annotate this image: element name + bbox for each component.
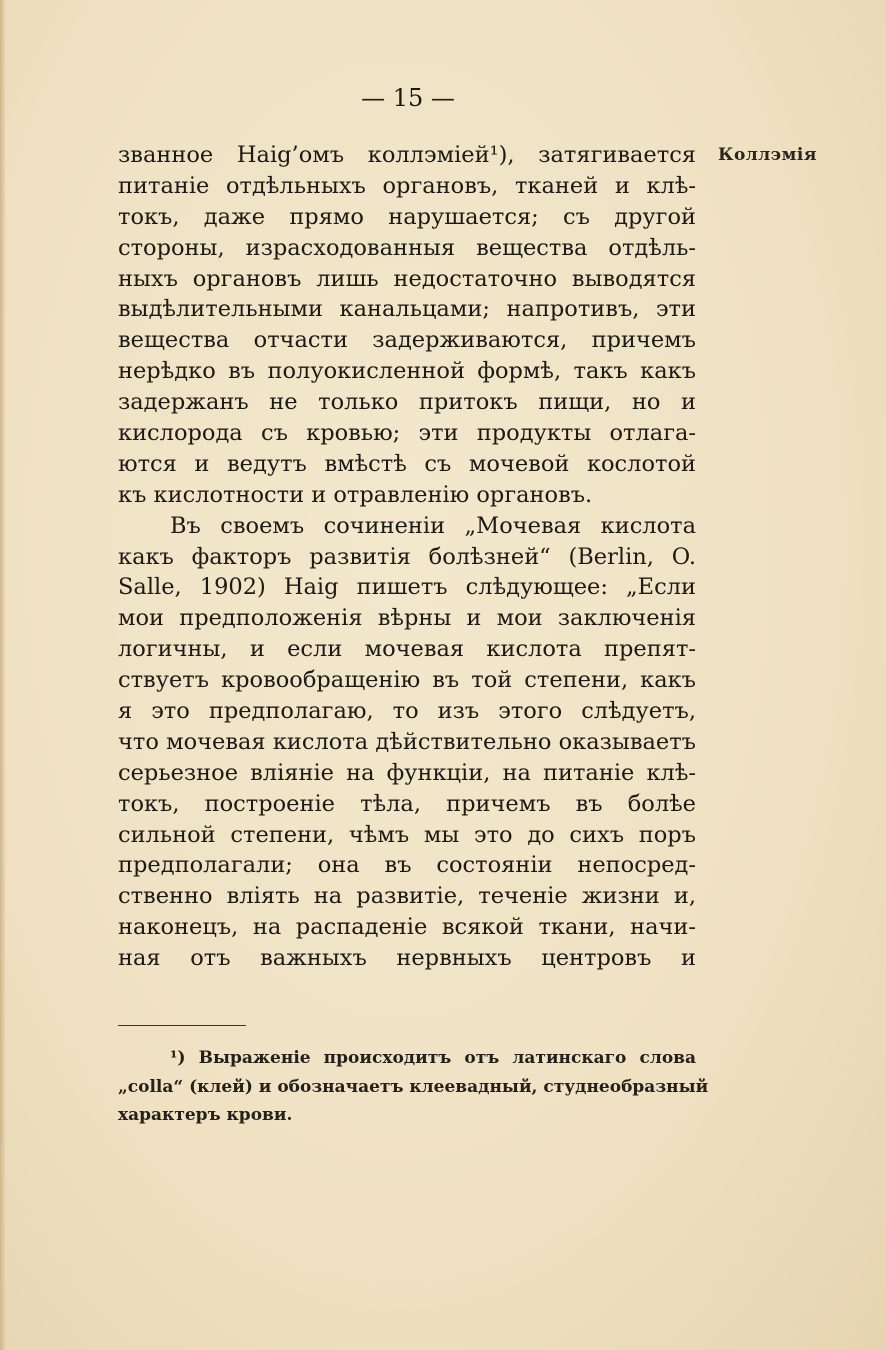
text-line: мои предположенія вѣрны и мои заключенія [118, 605, 696, 632]
text-line: ная отъ важныхъ нервныхъ центровъ и [118, 945, 696, 972]
text-line: кислорода съ кровью; эти продукты отлага- [118, 420, 696, 447]
footnote-divider [118, 1025, 246, 1026]
text-line: что мочевая кислота дѣйствительно оказываетъ [118, 728, 696, 755]
text-line: сильной степени, чѣмъ мы это до сихъ поръ [118, 821, 696, 848]
page-number: — 15 — [361, 84, 455, 112]
text-line: какъ факторъ развитія болѣзней“ (Berlin, O. [118, 543, 696, 570]
text-line: логичны, и если мочевая кислота препят- [118, 636, 696, 663]
page-edge-shadow [0, 0, 6, 1350]
text-line: серьезное вліяніе на функціи, на питаніе клѣ- [118, 759, 696, 786]
text-line: задержанъ не только притокъ пищи, но и [118, 389, 696, 416]
text-line: ныхъ органовъ лишь недостаточно выводятся [118, 265, 696, 292]
text-line: ственно вліять на развитіе, теченіе жизни и, [118, 883, 696, 910]
footnote-line: „colla“ (клей) и обозначаетъ клеевадный, студнеобразный [118, 1076, 709, 1097]
text-line: ствуетъ кровообращенію въ той степени, какъ [118, 667, 696, 694]
text-line: нерѣдко въ полуокисленной формѣ, такъ какъ [118, 358, 696, 385]
text-line: я это предполагаю, то изъ этого слѣдуетъ, [118, 698, 696, 725]
text-line: токъ, даже прямо нарушается; съ другой [118, 203, 696, 230]
text-line: питаніе отдѣльныхъ органовъ, тканей и клѣ- [118, 172, 696, 199]
text-line: къ кислотности и отравленію органовъ. [118, 481, 593, 508]
text-line: предполагали; она въ состояніи непосред- [118, 852, 696, 879]
footnote-line: характеръ крови. [118, 1105, 293, 1125]
footnote-line: ¹) Выраженіе происходитъ отъ латинскаго слова [170, 1048, 696, 1068]
text-line: вещества отчасти задерживаются, причемъ [118, 327, 696, 354]
text-line: наконецъ, на распаденіе всякой ткани, начи- [118, 914, 696, 941]
text-line: ются и ведутъ вмѣстѣ съ мочевой кослотой [118, 450, 696, 477]
footnote [118, 1044, 709, 1130]
text-line: выдѣлительными канальцами; напротивъ, эти [118, 296, 696, 323]
paragraph-start-line: Въ своемъ сочиненіи „Мочевая кислота [170, 512, 696, 539]
text-line: званное Haig’омъ коллэміей¹), затягивается [118, 142, 696, 168]
body-text [118, 140, 696, 974]
text-line: стороны, израсходованныя вещества отдѣль- [118, 234, 696, 261]
text-line: токъ, построеніе тѣла, причемъ въ болѣе [118, 790, 696, 817]
margin-note: Коллэмія [718, 145, 817, 165]
text-line: Salle, 1902) Haig пишетъ слѣдующее: „Если [118, 574, 696, 601]
